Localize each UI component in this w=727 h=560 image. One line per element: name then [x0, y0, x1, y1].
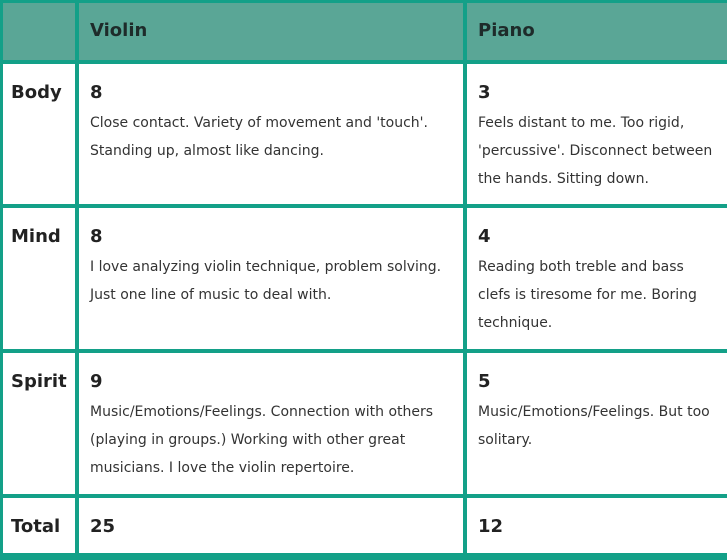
description: Music/Emotions/Feelings. But too solitary. — [478, 404, 710, 448]
cell-body-violin — [79, 64, 463, 204]
row-label-body: Body — [3, 64, 75, 204]
total-score-violin: 25 — [90, 516, 116, 537]
header-empty-cell — [3, 3, 75, 60]
description: Close contact. Variety of movement and 'touch'. Standing up, almost like dancing. — [90, 115, 428, 159]
cell-mind-violin — [79, 208, 463, 349]
cell-total-violin — [79, 498, 463, 553]
cell-spirit-violin — [79, 353, 463, 494]
total-score-piano: 12 — [478, 516, 504, 537]
score: 8 — [90, 226, 103, 247]
header-piano: Piano — [467, 3, 727, 60]
description: Music/Emotions/Feelings. Connection with others (playing in groups.) Working with other great musicians. I love the violin repertoire. — [90, 404, 434, 476]
score: 5 — [478, 371, 491, 392]
description: I love analyzing violin technique, problem solving. Just one line of music to deal with. — [90, 259, 442, 303]
cell-body-piano — [467, 64, 727, 204]
cell-mind-piano — [467, 208, 727, 349]
score: 8 — [90, 82, 103, 103]
cell-spirit-piano — [467, 353, 727, 494]
header-violin: Violin — [79, 3, 463, 60]
row-label-total: Total — [3, 498, 75, 553]
row-label-spirit: Spirit — [3, 353, 75, 494]
cell-total-piano — [467, 498, 727, 553]
score: 4 — [478, 226, 491, 247]
description: Reading both treble and bass clefs is tiresome for me. Boring technique. — [478, 259, 697, 331]
score: 3 — [478, 82, 491, 103]
row-label-mind: Mind — [3, 208, 75, 349]
description: Feels distant to me. Too rigid, 'percussive'. Disconnect between the hands. Sitting down. — [478, 115, 713, 187]
score: 9 — [90, 371, 103, 392]
